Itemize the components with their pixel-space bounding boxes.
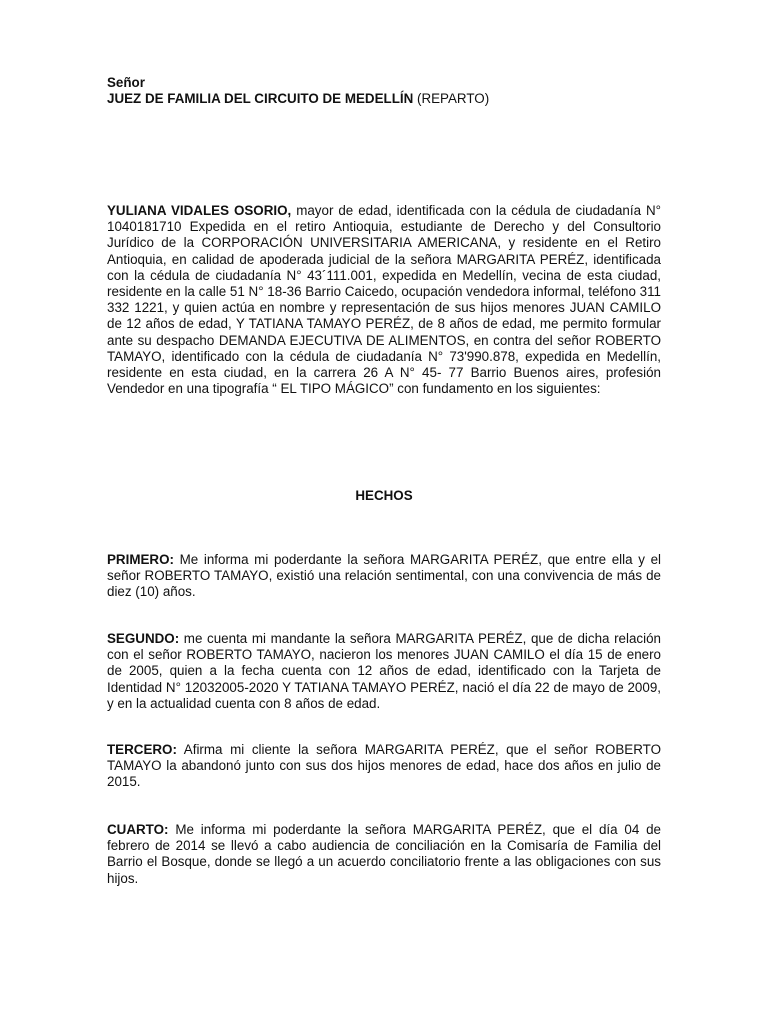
fact-label: PRIMERO:	[107, 552, 174, 567]
attorney-name: YULIANA VIDALES OSORIO,	[107, 203, 292, 218]
fact-label: TERCERO:	[107, 742, 177, 757]
intro-paragraph	[107, 203, 661, 397]
salutation: Señor	[107, 75, 145, 90]
fact-label: CUARTO:	[107, 822, 169, 837]
section-heading: HECHOS	[355, 488, 413, 503]
judge-line	[107, 91, 661, 107]
fact-paragraph-4	[107, 822, 661, 887]
fact-paragraph-3	[107, 742, 661, 791]
addressee-block	[107, 75, 661, 107]
fact-text: me cuenta mi mandante la señora MARGARITA PERÉZ, que de dicha relación con el señor ROBERTO TAMAYO, nacieron los menores JUAN CAMILO el día 15 de enero de 2005, quien a la fecha cuenta con 12 años de edad, identificado con la Tarjeta de Identidad N° 12032005-2020 Y TATIANA TAMAYO PERÉZ, nació el día 22 de mayo de 2009, y en la actualidad cuenta con 8 años de edad.	[107, 631, 661, 711]
fact-paragraph-2	[107, 631, 661, 712]
fact-text: Afirma mi cliente la señora MARGARITA PERÉZ, que el señor ROBERTO TAMAYO la abandonó junto con sus dos hijos menores de edad, hace dos años en julio de 2015.	[107, 742, 661, 790]
fact-text: Me informa mi poderdante la señora MARGARITA PERÉZ, que entre ella y el señor ROBERTO TAMAYO, existió una relación sentimental, con una convivencia de más de diez (10) años.	[107, 552, 661, 600]
judge-note: (REPARTO)	[413, 91, 490, 107]
judge-title: JUEZ DE FAMILIA DEL CIRCUITO DE MEDELLÍN	[107, 91, 414, 107]
fact-text: Me informa mi poderdante la señora MARGARITA PERÉZ, que el día 04 de febrero de 2014 se llevó a cabo audiencia de conciliación en la Comisaría de Familia del Barrio el Bosque, donde se llegó a un acuerdo conciliatorio frente a las obligaciones con sus hijos.	[107, 822, 661, 886]
fact-paragraph-1	[107, 552, 661, 601]
intro-text: mayor de edad, identificada con la cédula de ciudadanía N° 1040181710 Expedida en el retiro Antioquia, estudiante de Derecho y del Consultorio Jurídico de la CORPORACIÓN UNIVERSITARIA AMERICANA, y residente en el Retiro Antioquia, en calidad de apoderada judicial de la señora MARGARITA PERÉZ, identificada con la cédula de ciudadanía N° 43´111.001, expedida en Medellín, vecina de esta ciudad, residente en la calle 51 N° 18-36 Barrio Caicedo, ocupación vendedora informal, teléfono 311 332 1221, y quien actúa en nombre y representación de sus hijos menores JUAN CAMILO de 12 años de edad, Y TATIANA TAMAYO PERÉZ, de 8 años de edad, me permito formular ante su despacho DEMANDA EJECUTIVA DE ALIMENTOS, en contra del señor ROBERTO TAMAYO, identificado con la cédula de ciudadanía N° 73'990.878, expedida en Medellín, residente en esta ciudad, en la carrera 26 A N° 45- 77 Barrio Buenos aires, profesión Vendedor en una tipografía “ EL TIPO MÁGICO” con fundamento en los siguientes:	[107, 203, 662, 397]
fact-label: SEGUNDO:	[107, 631, 180, 646]
